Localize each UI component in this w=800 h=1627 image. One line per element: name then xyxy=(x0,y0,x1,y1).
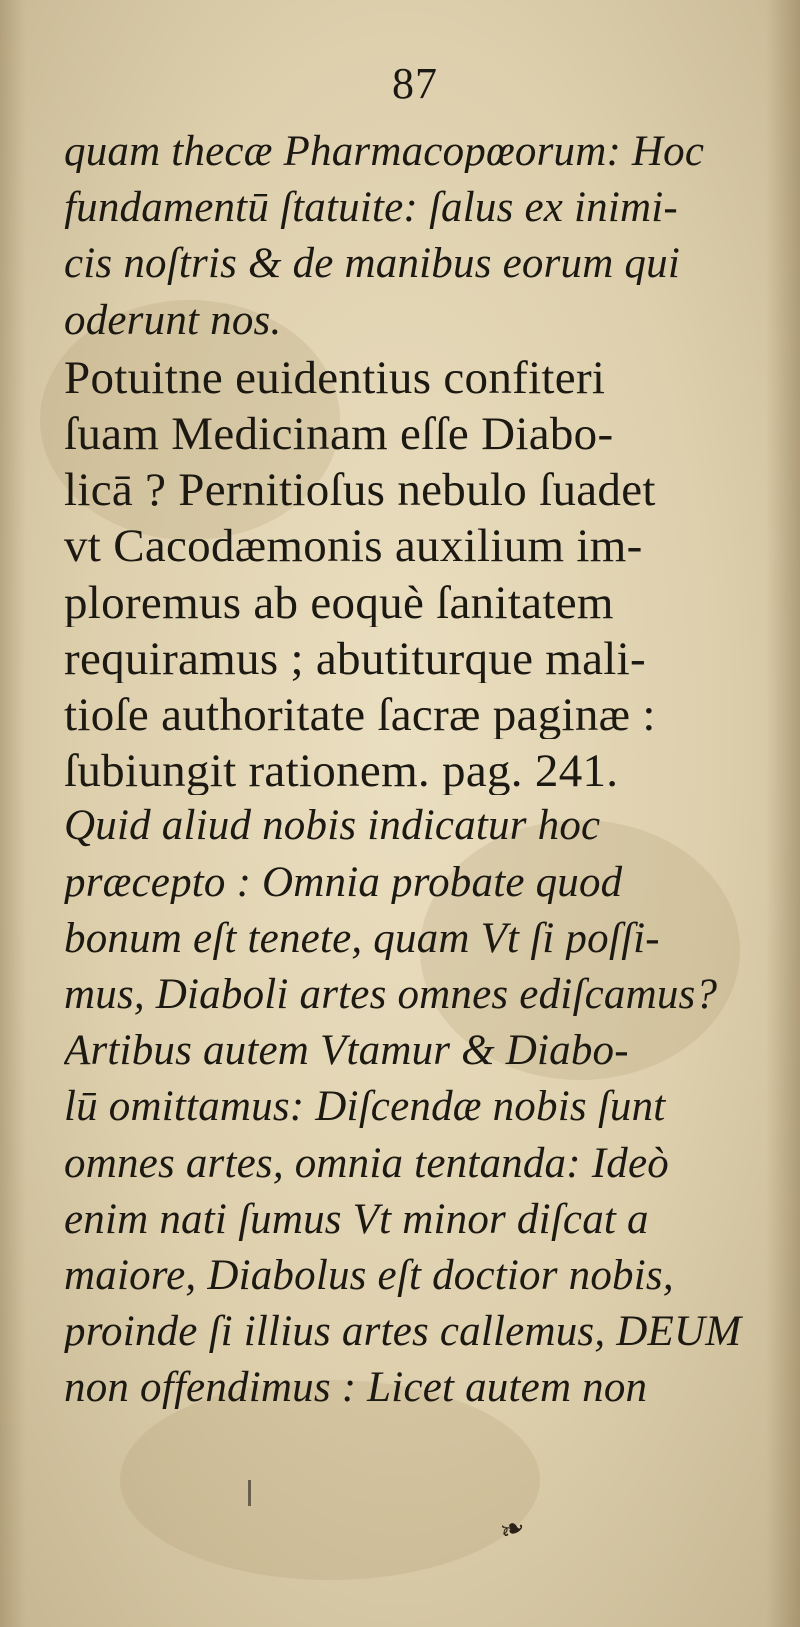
text-line: lū omittamus: Diſcendæ nobis ſunt xyxy=(64,1085,666,1129)
ink-mark xyxy=(248,1480,251,1506)
text-line: Quid aliud nobis indicatur hoc xyxy=(64,804,601,848)
text-line: vt Cacodæmonis auxilium im- xyxy=(64,523,643,571)
text-line: fundamentū ſtatuite: ſalus ex inimi- xyxy=(64,186,678,230)
text-line: tioſe authoritate ſacræ paginæ : xyxy=(64,692,656,739)
text-line: ſuam Medicinam eſſe Diabo- xyxy=(64,411,614,458)
page-edge-left xyxy=(0,0,26,1627)
fleuron-ornament-icon: ❧ xyxy=(494,1508,531,1551)
text-line: enim nati ſumus Vt minor diſcat a xyxy=(64,1197,649,1241)
text-line: requiramus ; abutiturque mali- xyxy=(64,635,646,683)
page-edge-right xyxy=(766,0,800,1627)
text-line: non offendimus : Licet autem non xyxy=(64,1366,648,1410)
text-line: cis noſtris & de manibus eorum qui xyxy=(64,242,680,286)
text-line: ploremus ab eoquè ſanitatem xyxy=(64,579,614,627)
paper-stain xyxy=(120,1380,540,1580)
text-line: Potuitne euidentius confiteri xyxy=(64,354,606,402)
text-line: bonum eſt tenete, quam Vt ſi poſſi- xyxy=(64,916,660,960)
text-line: mus, Diaboli artes omnes ediſcamus? xyxy=(64,973,718,1016)
text-line: ſubiungit rationem. pag. 241. xyxy=(64,748,619,796)
text-line: Artibus autem Vtamur & Diabo- xyxy=(64,1029,629,1073)
text-line: omnes artes, omnia tentanda: Ideò xyxy=(64,1141,669,1185)
text-line: præcepto : Omnia probate quod xyxy=(64,860,623,904)
text-line: maiore, Diabolus eſt doctior nobis, xyxy=(64,1254,674,1297)
page-number: 87 xyxy=(392,59,438,108)
text-line: quam thecæ Pharmacopœorum: Hoc xyxy=(64,130,705,173)
text-line: oderunt nos. xyxy=(64,298,282,342)
text-line: licā ? Pernitioſus nebulo ſuadet xyxy=(64,467,656,515)
text-line: proinde ſi illius artes callemus, DEUM xyxy=(64,1310,742,1354)
